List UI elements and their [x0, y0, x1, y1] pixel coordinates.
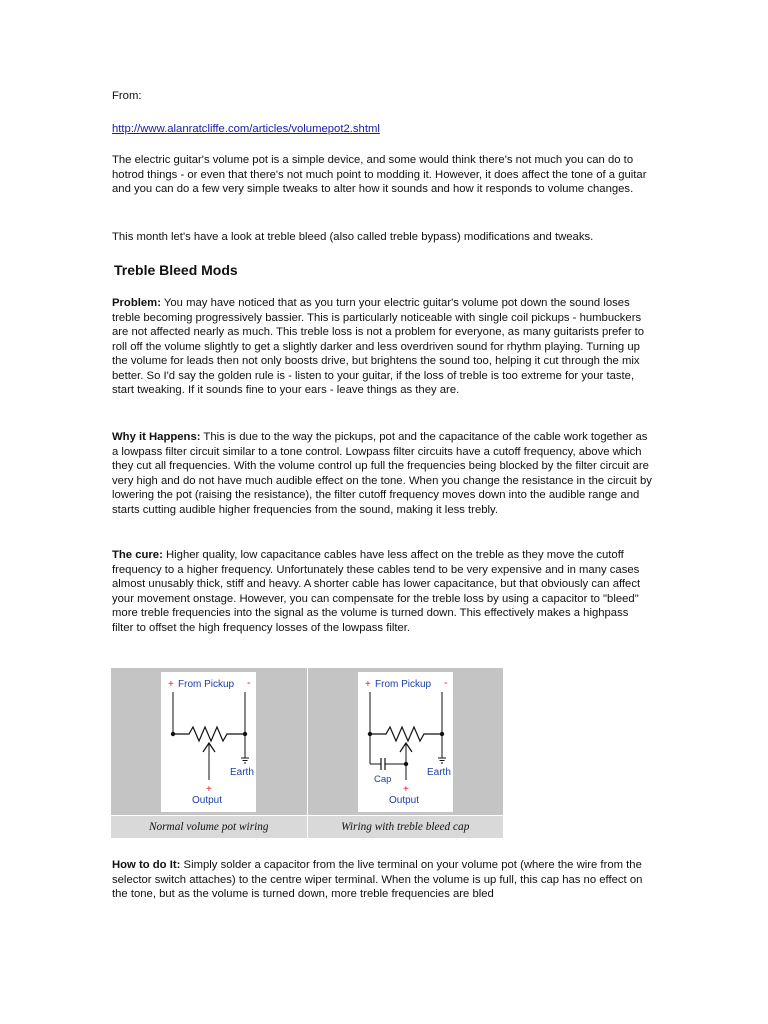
source-link-line	[112, 122, 652, 137]
treble-bleed-caption: Wiring with treble bleed cap	[307, 816, 504, 839]
source-link[interactable]: http://www.alanratcliffe.com/articles/volumepot2.shtml	[112, 123, 380, 135]
from-pickup-label: From Pickup	[178, 678, 235, 690]
wiper-junction	[404, 761, 408, 765]
cap-label: Cap	[373, 773, 392, 785]
cure-label: The cure:	[112, 549, 163, 561]
problem-text: You may have noticed that as you turn your electric guitar's volume pot down the sound loses treble becoming progressively bassier. This is particularly noticeable with single coil pickups - humbuckers are not affected nearly as much. This treble loss is not a problem for everyone, as many guitarists prefer to roll off the volume slightly to get a slightly darker and less overdriven sound for rhythm playing. Turning up the volume for leads then not only boosts drive, but brightens the sound too, helping it cut through the mix better. So I'd say the golden rule is - listen to your guitar, if the loss of treble is too extreme for your taste, start tweaking. If it sounds fine to your ears - leave things as they are.	[112, 297, 645, 396]
earth-label: Earth	[230, 766, 255, 778]
how-label: How to do It:	[112, 859, 181, 871]
earth-label: Earth	[426, 766, 451, 778]
how-text: Simply solder a capacitor from the live terminal on your volume pot (where the wire from the selector switch attaches) to the centre wiper terminal. When the volume is up full, this cap has no effect on the tone, but as the volume is turned down, more treble frequencies are bled	[112, 859, 643, 900]
treble-bleed-panel	[307, 668, 504, 816]
treble-bleed-svg	[358, 672, 453, 812]
treble-bleed-diagram	[358, 672, 453, 812]
cure-text: Higher quality, low capacitance cables have less affect on the treble as they move the cutoff frequency to a higher frequency. Unfortunately these cables tend to be very expensive and in many cases almost unusably thick, stiff and heavy. A shorter cable has lower capacitance, but that obviously can affect your movement onstage. However, you can compensate for the treble loss by using a capacitor to "bleed" more treble frequencies into the signal as the volume is turned down. This effectively makes a highpass filter to offset the high frequency losses of the lowpass filter.	[112, 549, 641, 634]
cure-paragraph	[112, 548, 652, 635]
output-plus-sign: +	[206, 783, 213, 795]
normal-wiring-panel	[111, 668, 308, 816]
why-paragraph	[112, 430, 652, 517]
minus-sign: -	[247, 676, 251, 689]
potentiometer-resistor	[370, 727, 442, 741]
section-title: Treble Bleed Mods	[114, 262, 238, 278]
wiring-figure	[110, 667, 504, 839]
problem-paragraph	[112, 296, 652, 398]
from-pickup-label: From Pickup	[374, 678, 431, 690]
output-label: Output	[192, 794, 223, 806]
month-intro-paragraph: This month let's have a look at treble bleed (also called treble bypass) modifications and tweaks.	[112, 231, 594, 243]
output-plus-sign: +	[402, 783, 409, 795]
plus-sign: +	[168, 678, 175, 690]
problem-label: Problem:	[112, 297, 161, 309]
normal-wiring-caption: Normal volume pot wiring	[111, 816, 308, 839]
minus-sign: -	[443, 676, 448, 689]
why-text: This is due to the way the pickups, pot and the capacitance of the cable work together as a lowpass filter circuit similar to a tone control. Lowpass filter circuits have a cutoff frequency, above which they cut all frequencies. With the volume control up full the frequencies being blocked by the filter circuit are very high and do not have much audible effect on the tone. When you change the resistance in the circuit by lowering the pot (raising the resistance), the filter cutoff frequency moves down into the audible range and starts cutting audible higher frequencies from the sound, making it less trebly.	[112, 431, 652, 516]
why-label: Why it Happens:	[112, 431, 201, 443]
output-label: Output	[388, 794, 419, 806]
potentiometer-resistor	[173, 727, 245, 741]
normal-wiring-diagram	[161, 672, 256, 812]
from-label: From:	[112, 90, 142, 102]
intro-paragraph: The electric guitar's volume pot is a simple device, and some would think there's not much you can do to hotrod things - or even that there's not much point to modding it. However, it does affect the tone of a guitar and you can do a few very simple tweaks to alter how it sounds and how it responds to volume changes.	[112, 154, 647, 195]
plus-sign: +	[364, 678, 371, 690]
how-paragraph	[112, 858, 652, 902]
normal-wiring-svg	[161, 672, 256, 812]
